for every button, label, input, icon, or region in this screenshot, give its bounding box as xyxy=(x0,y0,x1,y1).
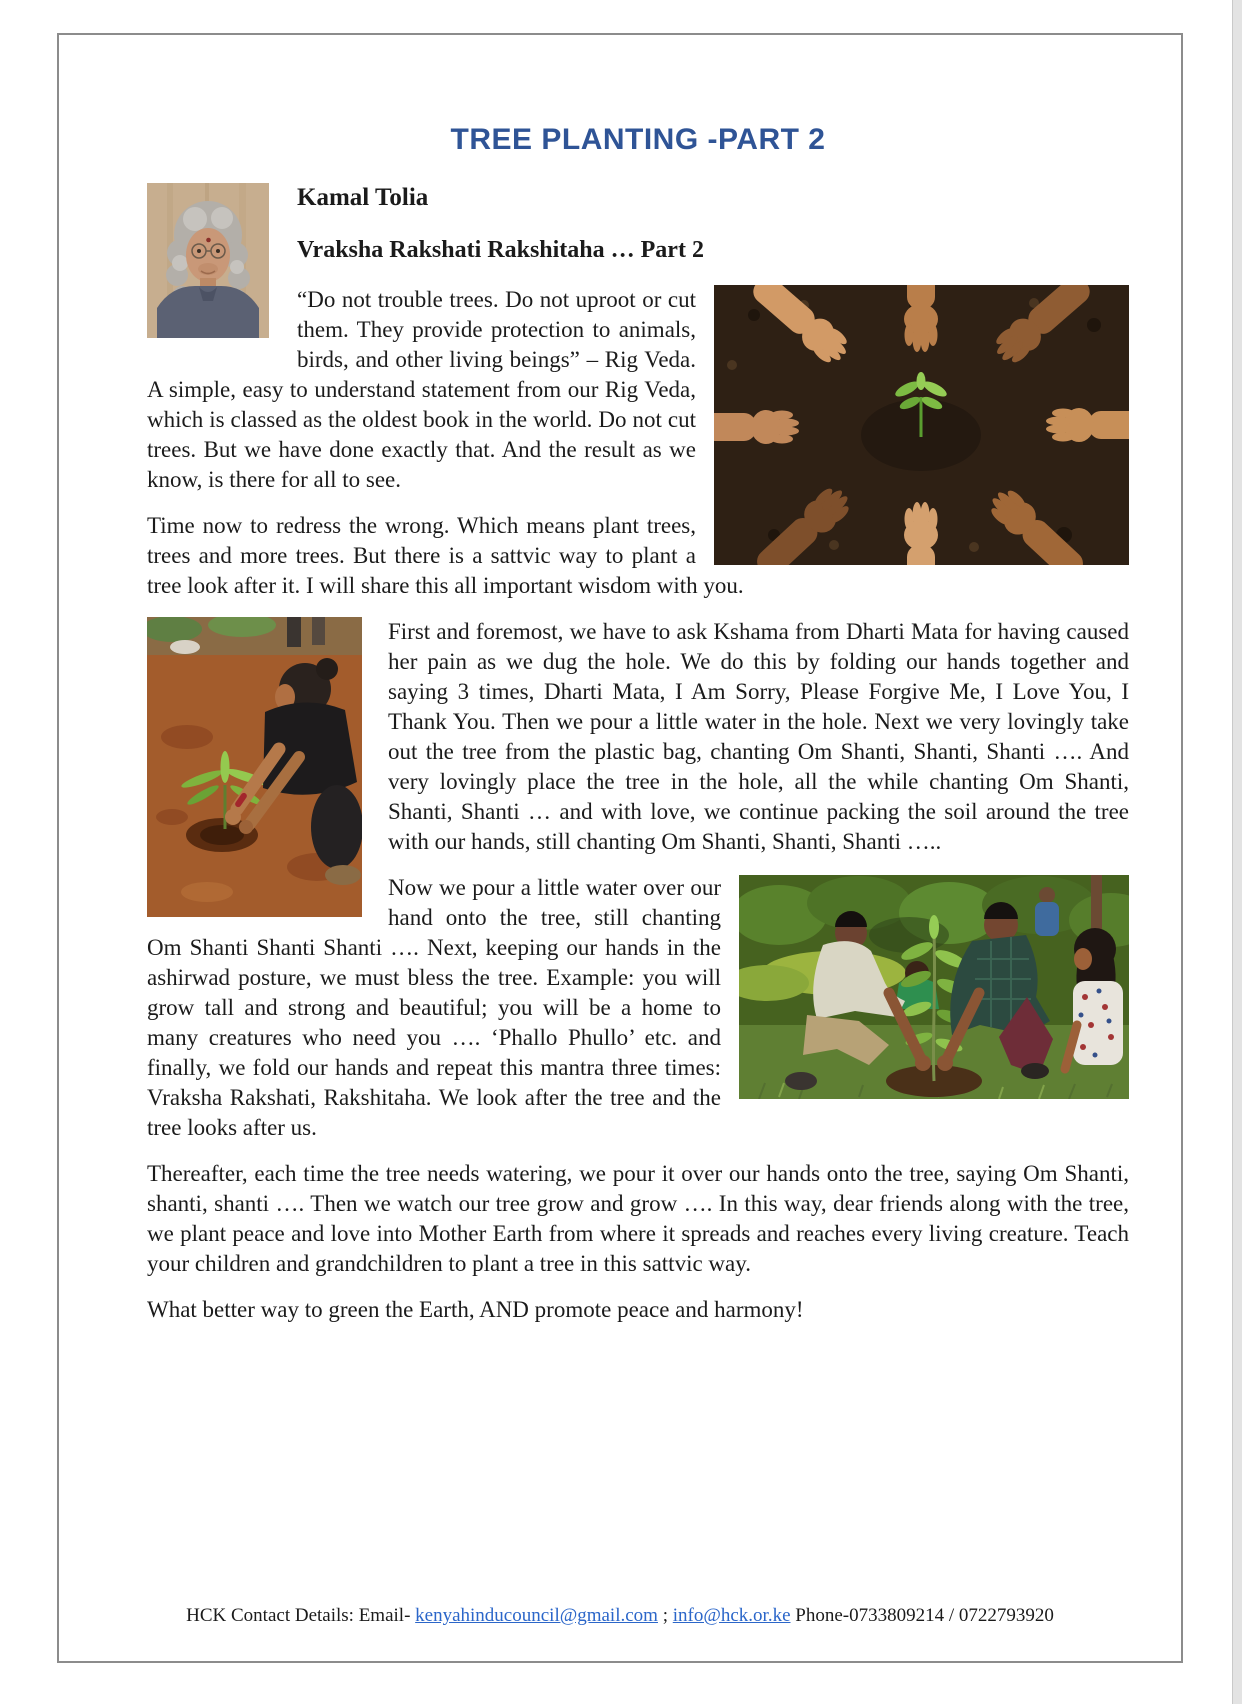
document-page xyxy=(57,33,1183,1663)
paragraph-first-foremost: First and foremost, we have to ask Kshama from Dharti Mata for having caused her pain as we dug the hole. We do this by folding our hands together and saying 3 times, Dharti Mata, I Am Sorry, Please Forgive Me, I Love You, I Thank You. Then we pour a little water in the hole. Next we very lovingly take out the tree from the plastic bag, chanting Om Shanti, Shanti, Shanti …. And very lovingly place the tree in the hole, all the while chanting Om Shanti, Shanti, Shanti … and with love, we continue packing the soil around the tree with our hands, still chanting Om Shanti, Shanti, Shanti ….. xyxy=(388,619,1129,854)
paragraph-redress: Time now to redress the wrong. Which means plant trees, trees and more trees. But there is a sattvic way to plant a tree look after it. I will share this all important wisdom with you. xyxy=(147,513,744,598)
page-title: TREE PLANTING -PART 2 xyxy=(450,123,826,156)
window-edge-strip xyxy=(1232,0,1242,1704)
paragraph-now-we-pour: Now we pour a little water over our hand onto the tree, still chanting Om Shanti Shanti Shanti …. Next, keeping our hands in the ashirwad posture, we must bless the tree. Example: you will grow tall and strong and beautiful; you will be a home to many creatures who need you …. ‘Phallo Phullo’ etc. and finally, we fold our hands and repeat this mantra three times: Vraksha Rakshati, Rakshitaha. We look after the tree and the tree looks after us. xyxy=(147,875,721,1140)
group-planting-photo xyxy=(739,875,1129,1099)
paragraph-closing: What better way to green the Earth, AND promote peace and harmony! xyxy=(147,1297,804,1322)
paragraph-quote: “Do not trouble trees. Do not uproot or cut them. They provide protection to animals, birds, and other living beings” – Rig Veda. A simple, easy to understand statement from our Rig Veda, which is classed as the oldest book in the world. Do not cut trees. But we have done exactly that. And the result as we know, is there for all to see. xyxy=(147,287,696,492)
group-photo-illustration xyxy=(739,875,1129,1099)
paragraph-thereafter: Thereafter, each time the tree needs watering, we pour it over our hands onto the tree, saying Om Shanti, shanti, shanti …. Then we watch our tree grow and grow …. In this way, dear friends along with the tree, we plant peace and love into Mother Earth from where it spreads and reaches every living creature. Teach your children and grandchildren to plant a tree in this sattvic way. xyxy=(147,1161,1129,1276)
girl-planting-photo xyxy=(147,617,362,917)
author-portrait-photo xyxy=(147,183,269,338)
footer-email-link-gmail[interactable]: kenyahinducouncil@gmail.com xyxy=(415,1605,658,1626)
girl-photo-illustration xyxy=(147,617,362,917)
footer-phone-text: Phone-0733809214 / 0722793920 xyxy=(790,1605,1054,1626)
article-body xyxy=(147,183,1129,1325)
article-subtitle: Vraksha Rakshati Rakshitaha … Part 2 xyxy=(297,237,704,263)
hands-photo-illustration xyxy=(714,285,1129,565)
footer-contact-prefix: HCK Contact Details: Email- xyxy=(186,1605,416,1626)
footer-separator: ; xyxy=(657,1605,673,1626)
author-portrait-illustration xyxy=(147,183,269,338)
footer-email-link-hck[interactable]: info@hck.or.ke xyxy=(672,1605,791,1626)
hands-around-seedling-photo xyxy=(714,285,1129,565)
contact-footer xyxy=(59,1605,1181,1627)
author-name: Kamal Tolia xyxy=(297,184,429,211)
